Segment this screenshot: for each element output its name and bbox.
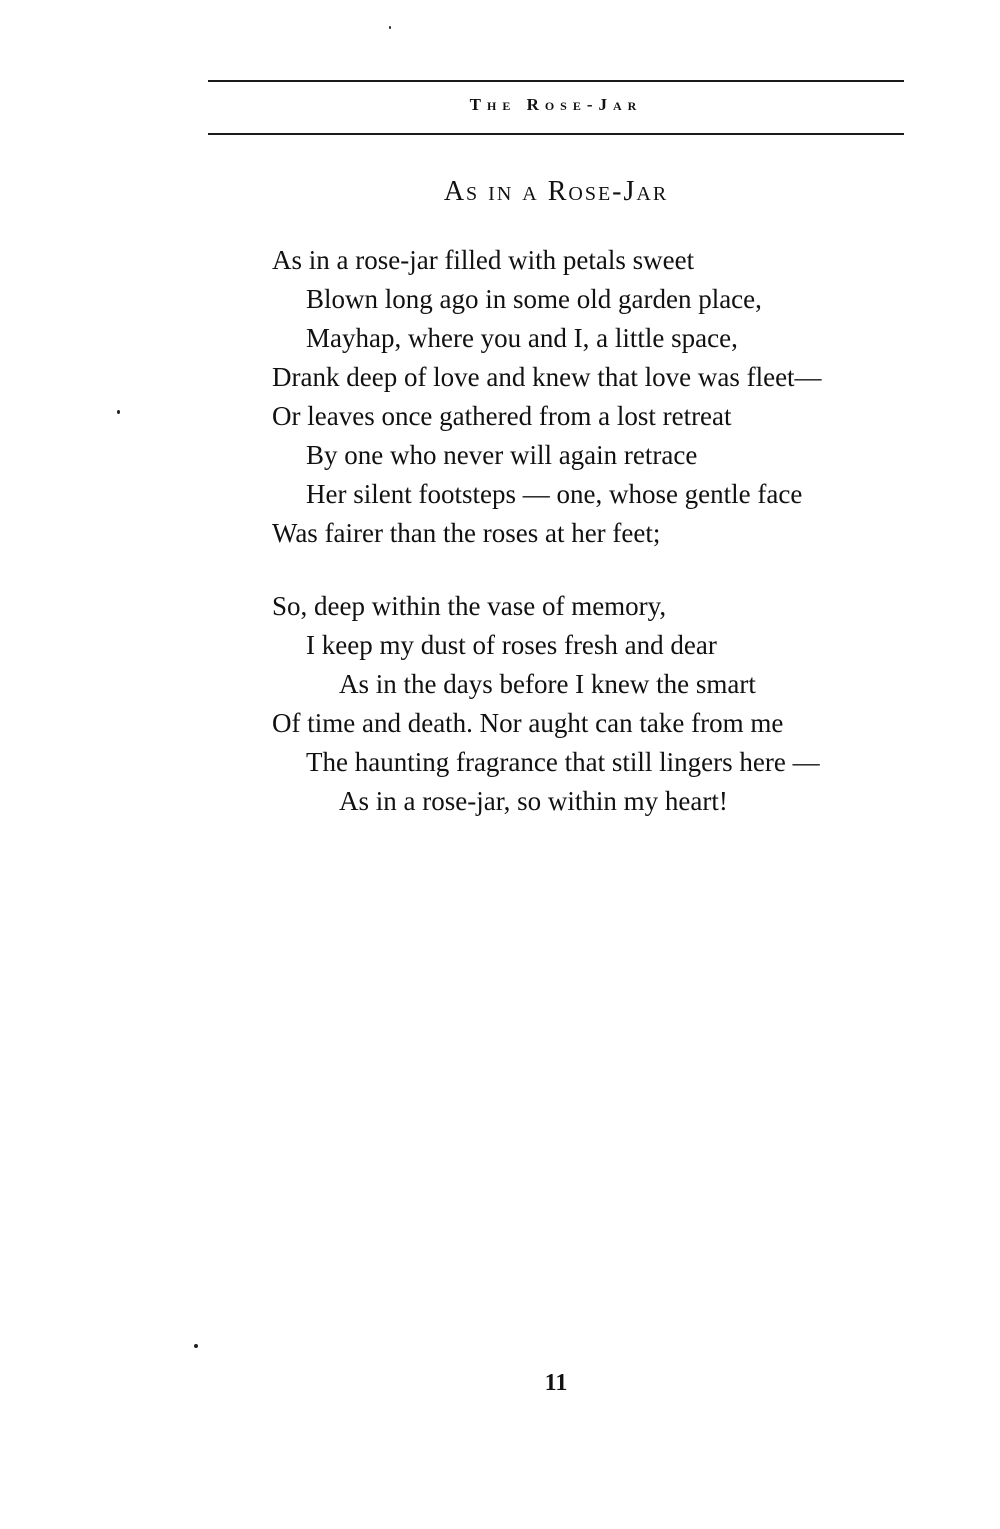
poem-line: I keep my dust of roses fresh and dear	[306, 630, 717, 660]
poem-line: Her silent footsteps — one, whose gentle face	[306, 479, 803, 509]
running-head: The Rose-Jar	[469, 95, 643, 114]
poem-line: Of time and death. Nor aught can take from me	[272, 708, 784, 738]
poem-line: So, deep within the vase of memory,	[272, 591, 667, 621]
poem-line: Was fairer than the roses at her feet;	[272, 518, 661, 548]
poem-line: As in a rose-jar filled with petals sweet	[272, 245, 695, 275]
scan-speck	[117, 410, 120, 414]
poem-line: The haunting fragrance that still lingers here —	[306, 747, 820, 777]
poem-line: By one who never will again retrace	[306, 440, 698, 470]
poem-title: As in a Rose-Jar	[443, 176, 669, 207]
header-rule-top	[208, 80, 904, 82]
stanza-2	[272, 587, 932, 821]
poem-line: Or leaves once gathered from a lost retreat	[272, 401, 732, 431]
header-rule-bottom	[208, 133, 904, 135]
poem-line: Blown long ago in some old garden place,	[306, 284, 762, 314]
poem-line: As in the days before I knew the smart	[339, 669, 756, 699]
poem-line: Mayhap, where you and I, a little space,	[306, 323, 738, 353]
poem-line: Drank deep of love and knew that love was fleet—	[272, 362, 822, 392]
scan-speck	[389, 26, 391, 29]
scan-speck	[194, 1344, 198, 1348]
poem-line: As in a rose-jar, so within my heart!	[339, 786, 728, 816]
page-number: 11	[544, 1370, 568, 1396]
stanza-1	[272, 241, 932, 553]
